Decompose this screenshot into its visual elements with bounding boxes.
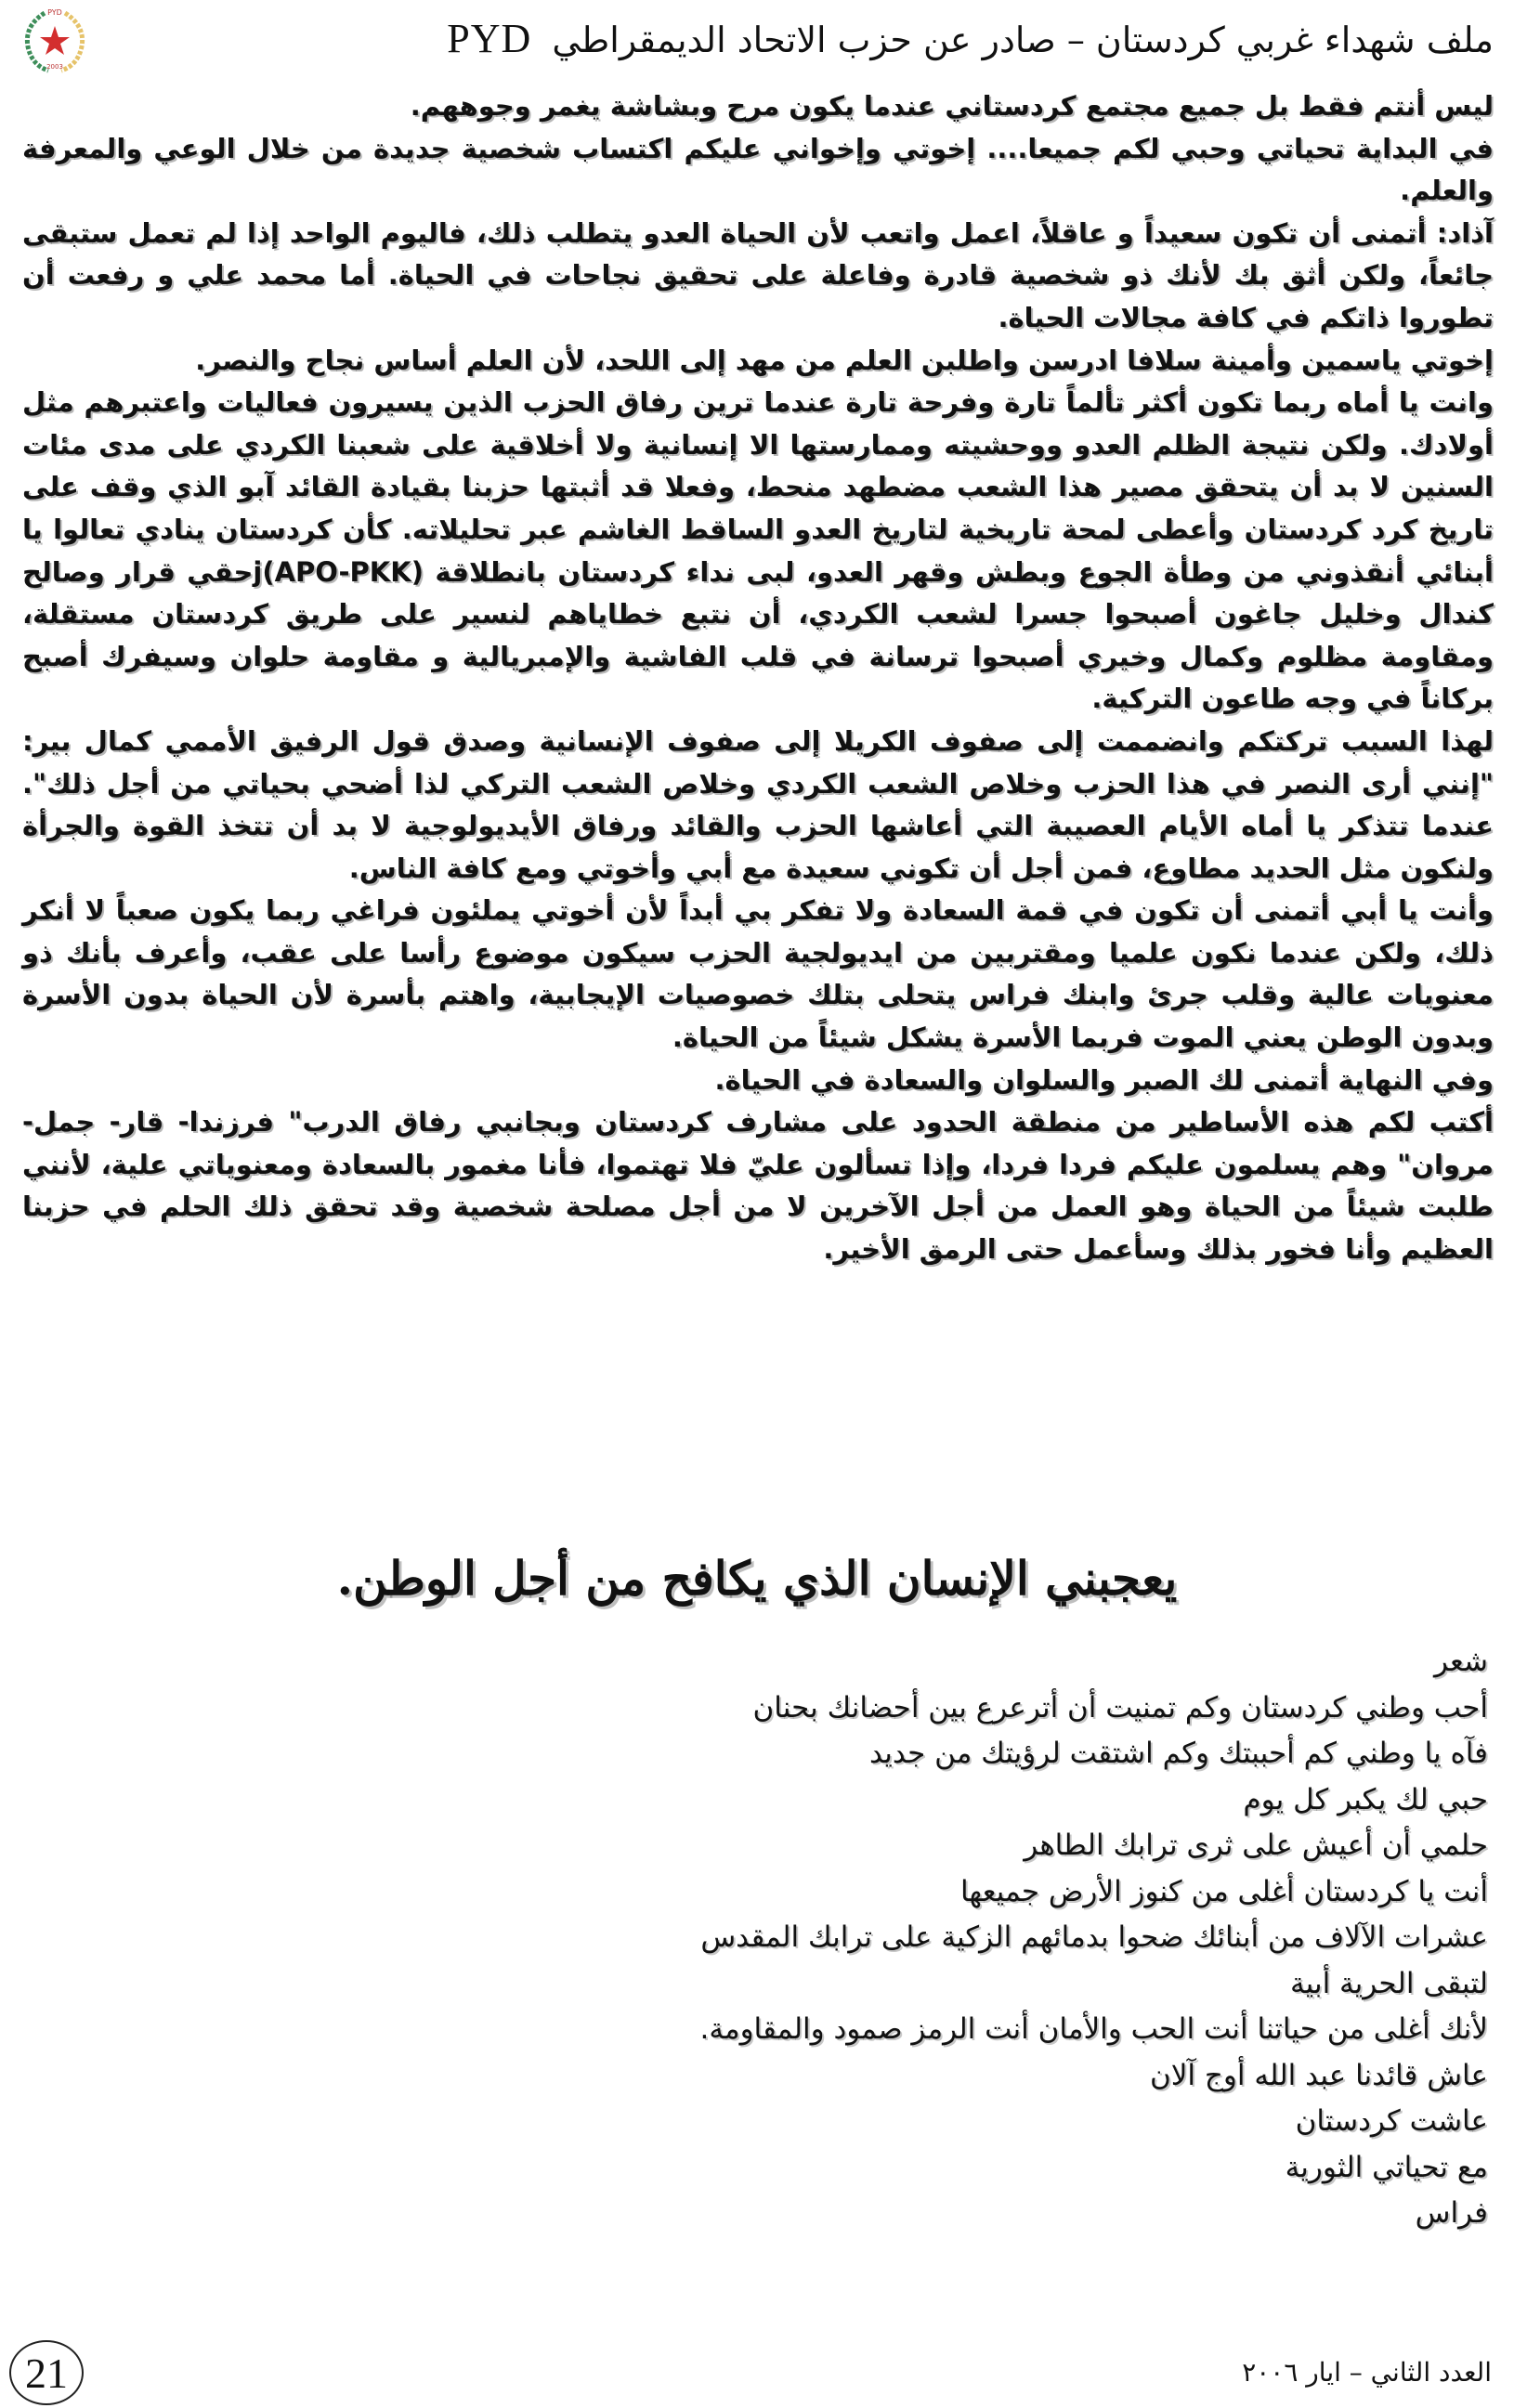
poem-signature: فراس <box>1415 2196 1488 2230</box>
poem-line: حلمي أن أعيش على ثرى ترابك الطاهر <box>1024 1829 1488 1862</box>
article-paragraph: إخوتي ياسمين وأمينة سلافا ادرسن واطلبن العلم من مهد إلى اللحد، لأن العلم أساس نجاح والنصر. <box>195 344 1494 376</box>
article-paragraph: أكتب لكم هذه الأساطير من منطقة الحدود على مشارف كردستان وبجانبي رفاق الدرب" فرزندا- قار- جمل- مروان" وهم يسلمون عليكم فردا فردا، وإذا تسألون عليّ فلا تهتموا، فأنا مغمور بالسعادة ومعنوياتي علية، لأنني طلبت شيئاً من الحياة وهو العمل من أجل الآخرين لا من أجل مصلحة شخصية وقد تحقق ذلك الحلم في حزبنا العظيم وأنا فخور بذلك وسأعمل حتى الرمق الأخير. <box>22 1106 1494 1266</box>
header-title-latin: PYD <box>447 16 532 61</box>
document-header <box>379 11 1494 68</box>
issue-info: العدد الثاني – ايار ٢٠٠٦ <box>1242 2357 1492 2388</box>
poem-line: مع تحياتي الثورية <box>1285 2150 1488 2184</box>
article-body <box>22 85 1494 1271</box>
page-number: 21 <box>9 2340 84 2405</box>
article-paragraph: لهذا السبب تركتكم وانضممت إلى صفوف الكريلا إلى صفوف الإنسانية وصدق قول الرفيق الأممي كمال بير: "إنني أرى النصر في هذا الحزب وخلاص الشعب الكردي وخلاص الشعب التركي لذا أضحي بحياتي من أجل ذلك". عندما تتذكر يا أماه الأيام العصيبة التي أعاشها الحزب والقائد ورفاق الأيديولوجية لا بد أن تتخذ القوة والجرأة ولنكون مثل الحديد مطاوع، فمن أجل أن تكوني سعيدة مع أبي وأخوتي ومع كافة الناس. <box>22 724 1494 884</box>
emblem-icon <box>17 6 93 76</box>
article-paragraph: وأنت يا أبي أتمنى أن تكون في قمة السعادة ولا تفكر بي أبداً لأن أخوتي يملئون فراغي ربما يكون صعباً لا أنكر ذلك، ولكن عندما نكون علميا ومقتربين من ايديولجية الحزب سيكون موضوع رأسا على عقب، وأعرف بأنك ذو معنويات عالية وقلب جرئ وابنك فراس يتحلى بتلك خصوصيات الإيجابية، واهتم بأسرة لأن الحياة بدون الأسرة وبدون الوطن يعني الموت فربما الأسرة يشكل شيئاً من الحياة. <box>22 894 1494 1054</box>
article-paragraph: وفي النهاية أتمنى لك الصبر والسلوان والسعادة في الحياة. <box>714 1063 1494 1096</box>
party-logo <box>17 6 93 76</box>
poem-line: شعر <box>1433 1645 1488 1678</box>
poem-line: فآه يا وطني كم أحببتك وكم اشتقت لرؤيتك من جديد <box>868 1737 1488 1770</box>
svg-text:PYD: PYD <box>47 8 62 17</box>
poem-line: أنت يا كردستان أغلى من كنوز الأرض جميعها <box>959 1874 1488 1908</box>
poem-line: عاشت كردستان <box>1295 2104 1488 2138</box>
poem-line: حبي لك يكبر كل يوم <box>1243 1782 1488 1816</box>
poem-line: عشرات الآلاف من أبنائك ضحوا بدمائهم الزكية على ترابك المقدس <box>700 1920 1488 1954</box>
poem-line: لتبقى الحرية أبية <box>1289 1966 1488 2000</box>
poem-title: يعجبني الإنسان الذي يكافح من أجل الوطن. <box>336 1551 1178 1606</box>
header-title-arabic: ملف شهداء غربي كردستان – صادر عن حزب الاتحاد الديمقراطي <box>552 20 1494 60</box>
poem-body <box>466 1639 1488 2237</box>
article-paragraph: آذاد: أتمنى أن تكون سعيداً و عاقلاً، اعمل واتعب لأن الحياة العدو يتطلب ذلك، فاليوم الواحد إذا لم تعمل ستبقى جائعاً، ولكن أثق بك لأنك ذو شخصية قادرة وفاعلة على تحقيق نجاحات في الحياة. أما محمد علي و رفعت أن تطوروا ذاتكم في كافة مجالات الحياة. <box>22 216 1494 333</box>
poem-line: لأنك أغلى من حياتنا أنت الحب والأمان أنت الرمز صمود والمقاومة. <box>699 2012 1488 2046</box>
svg-text:2003: 2003 <box>46 63 63 71</box>
article-paragraph: في البداية تحياتي وحبي لكم جميعا.... إخوتي وإخواني عليكم اكتساب شخصية جديدة من خلال الوعي والمعرفة والعلم. <box>22 132 1494 207</box>
poem-line: عاش قائدنا عبد الله أوج آلان <box>1149 2058 1488 2092</box>
poem-line: أحب وطني كردستان وكم تمنيت أن أترعرع بين أحضانك بحنان <box>752 1690 1488 1725</box>
article-paragraph: ليس أنتم فقط بل جميع مجتمع كردستاني عندما يكون مرح وبشاشة يغمر وجوههم. <box>410 90 1494 122</box>
article-paragraph: وانت يا أماه ربما تكون أكثر تألماً تارة وفرحة تارة عندما ترين رفاق الحزب الذين يسيرون فعاليات واعتبرهم مثل أولادك. ولكن نتيجة الظلم العدو ووحشيته وممارستها الا إنسانية ولا أخلاقية على شعبنا الكردي على مدى مئات السنين لا بد أن يتحقق مصير هذا الشعب مضطهد منحط، وفعلا قد أثبتها حزبنا بقيادة القائد آبو الذي وقف على تاريخ كرد كردستان وأعطى لمحة تاريخية لتاريخ العدو الساقط الغاشم عبر تحليلاته. كأن كردستان ينادي تعالوا يا أبنائي أنقذوني من وطأة الجوع وبطش وقهر العدو، لبى نداء كردستان بانطلاقة j(APO-PKK)حقي قرار وصالح كندال وخليل جاغون أصبحوا جسرا لشعب الكردي، أن نتبع خطاياهم لنسير على طريق كردستان مستقلة، ومقاومة مظلوم وكمال وخيري أصبحوا ترسانة في قلب الفاشية والإمبريالية و مقاومة حلوان وسيفرك أصبح بركاناً في وجه طاعون التركية. <box>22 386 1494 715</box>
